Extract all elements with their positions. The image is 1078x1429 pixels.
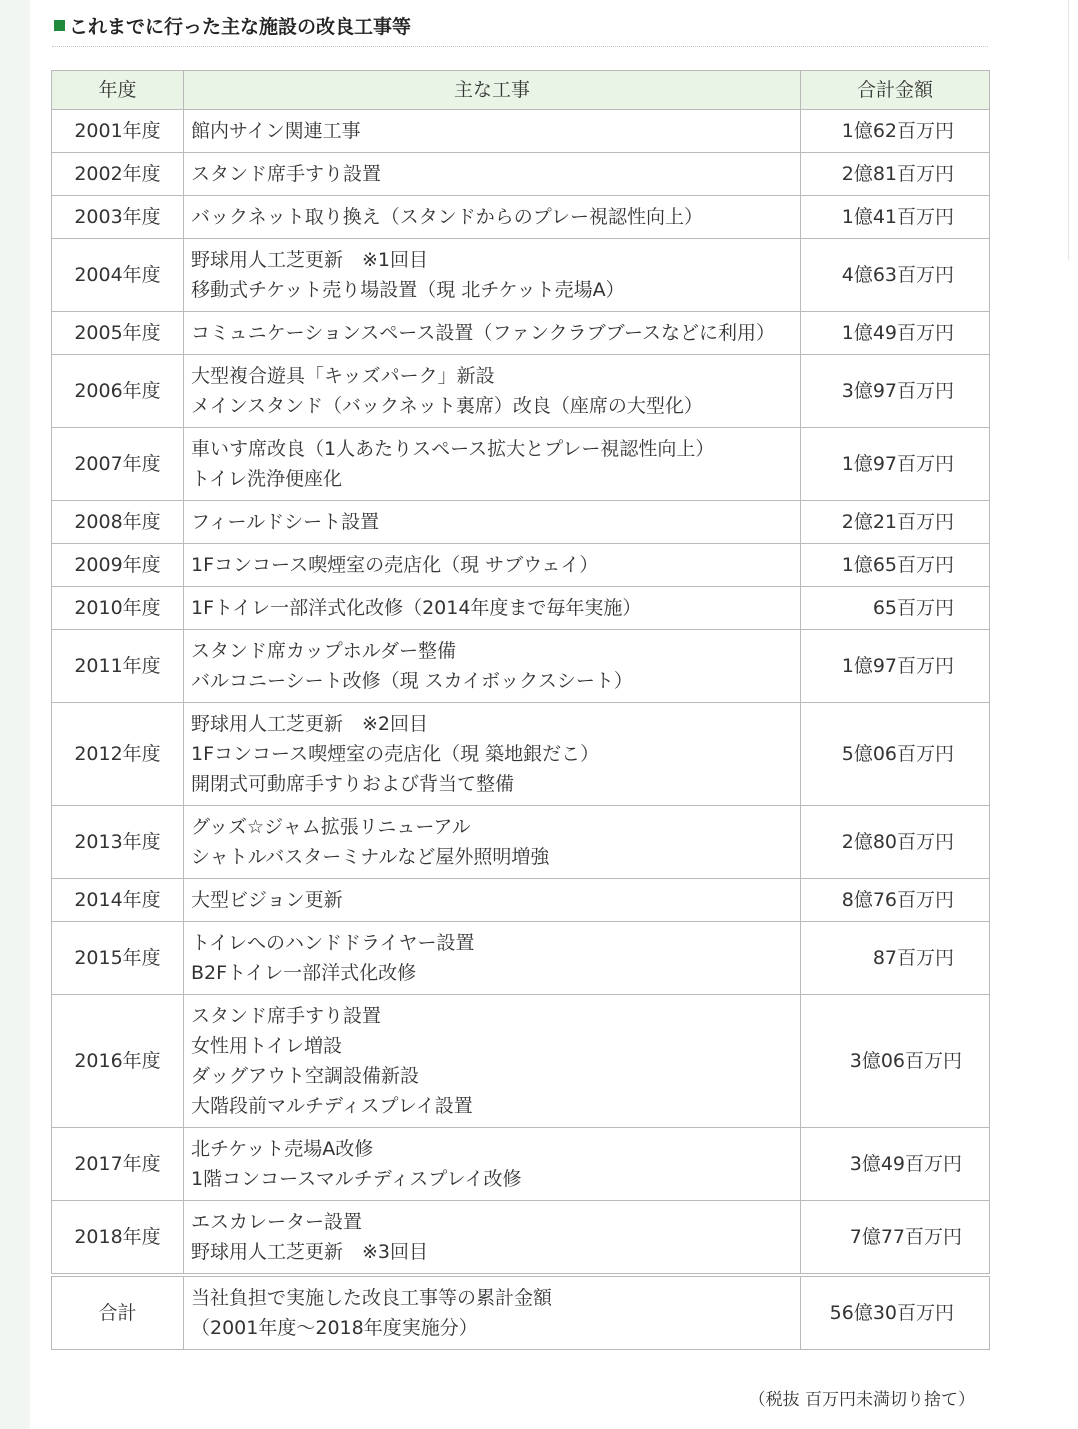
tax-note: （税抜 百万円未満切り捨て） [748, 1390, 975, 1410]
section-heading [52, 10, 988, 47]
amount-cell: 1億97百万円 [801, 428, 990, 501]
works-cell [184, 879, 801, 922]
year-cell: 2001年度 [52, 110, 184, 153]
work-item: トイレへのハンドドライヤー設置 [191, 932, 475, 954]
amount-cell: 7億77百万円 [801, 1201, 990, 1276]
work-item: 1Fトイレ一部洋式化改修（2014年度まで毎年実施） [191, 597, 642, 619]
works-cell [184, 544, 801, 587]
year-cell: 2005年度 [52, 312, 184, 355]
table-row [52, 196, 990, 239]
works-cell [184, 312, 801, 355]
year-cell: 2003年度 [52, 196, 184, 239]
works-cell [184, 587, 801, 630]
amount-cell: 4億63百万円 [801, 239, 990, 312]
work-item: 野球用人工芝更新 ※2回目 [191, 713, 429, 735]
year-cell: 2008年度 [52, 501, 184, 544]
table-row [52, 153, 990, 196]
works-cell [184, 806, 801, 879]
amount-cell: 1億41百万円 [801, 196, 990, 239]
works-cell [184, 630, 801, 703]
work-item: バックネット取り換え（スタンドからのプレー視認性向上） [191, 206, 704, 228]
work-item: 野球用人工芝更新 ※3回目 [191, 1241, 429, 1263]
header-works: 主な工事 [184, 71, 801, 110]
table-row [52, 879, 990, 922]
work-item: 大階段前マルチディスプレイ設置 [191, 1095, 473, 1117]
amount-cell: 87百万円 [801, 922, 990, 995]
scrollbar-edge [1068, 0, 1072, 260]
header-amount: 合計金額 [801, 71, 990, 110]
amount-cell: 3億97百万円 [801, 355, 990, 428]
work-item: スタンド席手すり設置 [191, 1005, 382, 1027]
year-cell: 2012年度 [52, 703, 184, 806]
table-row [52, 110, 990, 153]
table-header-row [52, 71, 990, 110]
table-row [52, 312, 990, 355]
year-cell: 2006年度 [52, 355, 184, 428]
work-item: 大型複合遊具「キッズパーク」新設 [191, 365, 495, 387]
work-item: コミュニケーションスペース設置（ファンクラブブースなどに利用） [191, 322, 776, 344]
work-item: スタンド席手すり設置 [191, 163, 382, 185]
amount-cell: 1億49百万円 [801, 312, 990, 355]
work-item: スタンド席カップホルダー整備 [191, 640, 457, 662]
year-cell: 2011年度 [52, 630, 184, 703]
left-margin-strip [0, 0, 30, 1429]
total-label: 合計 [52, 1275, 184, 1350]
work-item: シャトルバスターミナルなど屋外照明増強 [191, 846, 550, 868]
year-cell: 2014年度 [52, 879, 184, 922]
works-cell [184, 110, 801, 153]
amount-cell: 1億65百万円 [801, 544, 990, 587]
total-description-line: （2001年度～2018年度実施分） [191, 1317, 478, 1339]
heading-square-icon [54, 20, 65, 31]
table-row [52, 806, 990, 879]
work-item: 大型ビジョン更新 [191, 889, 343, 911]
work-item: 館内サイン関連工事 [191, 120, 361, 142]
amount-cell: 65百万円 [801, 587, 990, 630]
table-row [52, 428, 990, 501]
year-cell: 2010年度 [52, 587, 184, 630]
amount-cell: 2億80百万円 [801, 806, 990, 879]
work-item: 車いす席改良（1人あたりスペース拡大とプレー視認性向上） [191, 438, 715, 460]
works-cell [184, 703, 801, 806]
year-cell: 2013年度 [52, 806, 184, 879]
work-item: フィールドシート設置 [191, 511, 380, 533]
table-row [52, 995, 990, 1128]
table-row [52, 355, 990, 428]
amount-cell: 3億49百万円 [801, 1128, 990, 1201]
section-title: これまでに行った主な施設の改良工事等 [69, 16, 412, 38]
year-cell: 2002年度 [52, 153, 184, 196]
year-cell: 2018年度 [52, 1201, 184, 1276]
amount-cell: 5億06百万円 [801, 703, 990, 806]
works-cell [184, 196, 801, 239]
year-cell: 2016年度 [52, 995, 184, 1128]
work-item: 北チケット売場A改修 [191, 1138, 374, 1160]
work-item: 1Fコンコース喫煙室の売店化（現 築地銀だこ） [191, 743, 600, 765]
table-row [52, 239, 990, 312]
total-description [184, 1275, 801, 1350]
table-row [52, 1128, 990, 1201]
amount-cell: 1億62百万円 [801, 110, 990, 153]
work-item: エスカレーター設置 [191, 1211, 363, 1233]
year-cell: 2017年度 [52, 1128, 184, 1201]
works-cell [184, 922, 801, 995]
year-cell: 2007年度 [52, 428, 184, 501]
work-item: メインスタンド（バックネット裏席）改良（座席の大型化） [191, 395, 703, 417]
year-cell: 2009年度 [52, 544, 184, 587]
table-row [52, 544, 990, 587]
works-cell [184, 1128, 801, 1201]
year-cell: 2015年度 [52, 922, 184, 995]
total-amount: 56億30百万円 [801, 1275, 990, 1350]
works-cell [184, 501, 801, 544]
works-cell [184, 995, 801, 1128]
work-item: 1階コンコースマルチディスプレイ改修 [191, 1168, 522, 1190]
amount-cell: 2億21百万円 [801, 501, 990, 544]
work-item: 移動式チケット売り場設置（現 北チケット売場A） [191, 279, 625, 301]
renovation-table [51, 70, 990, 1350]
work-item: グッズ☆ジャム拡張リニューアル [191, 816, 471, 838]
works-cell [184, 428, 801, 501]
total-row [52, 1275, 990, 1350]
table-row [52, 630, 990, 703]
total-description-line: 当社負担で実施した改良工事等の累計金額 [191, 1287, 553, 1309]
works-cell [184, 1201, 801, 1276]
amount-cell: 2億81百万円 [801, 153, 990, 196]
table-row [52, 703, 990, 806]
work-item: バルコニーシート改修（現 スカイボックスシート） [191, 670, 633, 692]
works-cell [184, 153, 801, 196]
table-row [52, 501, 990, 544]
table-row [52, 1201, 990, 1276]
work-item: 1Fコンコース喫煙室の売店化（現 サブウェイ） [191, 554, 599, 576]
work-item: 女性用トイレ増設 [191, 1035, 343, 1057]
amount-cell: 8億76百万円 [801, 879, 990, 922]
table-row [52, 587, 990, 630]
table-row [52, 922, 990, 995]
amount-cell: 1億97百万円 [801, 630, 990, 703]
year-cell: 2004年度 [52, 239, 184, 312]
work-item: ダッグアウト空調設備新設 [191, 1065, 420, 1087]
works-cell [184, 355, 801, 428]
work-item: トイレ洗浄便座化 [191, 468, 343, 490]
work-item: 野球用人工芝更新 ※1回目 [191, 249, 429, 271]
work-item: B2Fトイレ一部洋式化改修 [191, 962, 417, 984]
works-cell [184, 239, 801, 312]
work-item: 開閉式可動席手すりおよび背当て整備 [191, 773, 515, 795]
amount-cell: 3億06百万円 [801, 995, 990, 1128]
header-year: 年度 [52, 71, 184, 110]
